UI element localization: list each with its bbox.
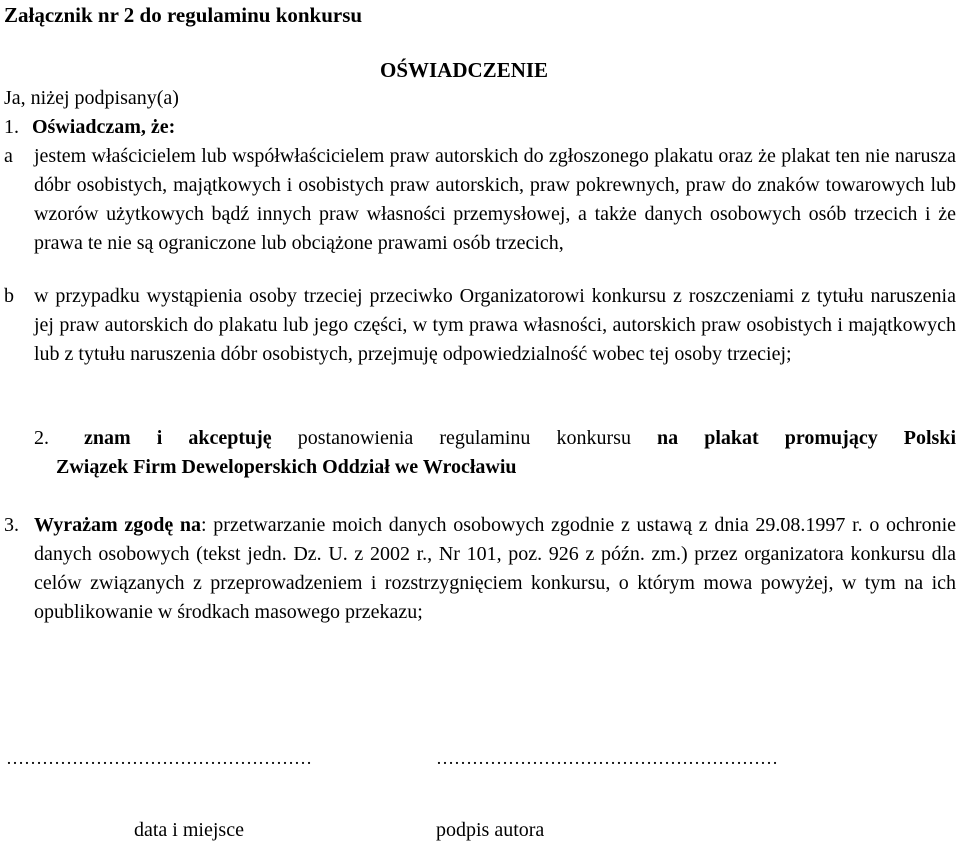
section-1-label: Oświadczam, że: [32,116,176,138]
author-signature-label: podpis autora [436,819,545,841]
date-place-label: data i miejsce [134,819,244,841]
section-2-line-2: Związek Firm Deweloperskich Oddział we Wrocławiu [56,456,517,478]
clause-b-text: w przypadku wystąpienia osoby trzeciej przeciwko Organizatorowi konkursu z roszczeniami z tytułu naruszenia jej praw autorskich do plakatu lub jego części, w tym prawa własności, autorskich praw osobistych i majątkowych lub z tytułu naruszenia dóbr osobistych, przejmuję odpowiedzialność wobec tej osoby trzeciej; [34,285,956,365]
section-2-bold-poster: na plakat promujący Polski [657,427,957,449]
signature-line: ………………………………………………… [436,748,778,768]
section-3-text [34,511,956,627]
section-2-text [56,424,957,482]
section-2-line-1 [84,424,956,453]
clause-b [4,282,956,369]
section-1-header [4,113,175,142]
section-3-number: 3. [4,514,19,536]
clause-a-text: jestem właścicielem lub współwłaścicielem praw autorskich do zgłoszonego plakatu oraz że plakat ten nie narusza dóbr osobistych, majątkowych i osobistych praw autorskich, praw pokrewnych, praw do znaków towarowych lub wzorów użytkowych bądź innych praw własności przemysłowej, a także danych osobowych osób trzecich i że prawa te nie są ograniczone lub obciążone prawami osób trzecich, [34,145,956,254]
intro-line: Ja, niżej podpisany(a) [4,87,179,109]
clause-a [4,142,956,258]
section-2-number: 2. [34,427,49,449]
date-place-line: …………………………………………… [6,748,312,768]
clause-b-letter: b [4,285,14,307]
section-2-plain: postanowienia regulaminu konkursu [271,427,658,449]
section-2-bold-accept: znam i akceptuję [84,427,272,449]
attachment-heading: Załącznik nr 2 do regulaminu konkursu [4,3,363,27]
section-3-bold-consent: Wyrażam zgodę na [34,514,202,536]
section-2 [4,424,956,482]
section-3 [4,511,956,627]
section-3-body: : przetwarzanie moich danych osobowych zgodnie z ustawą z dnia 29.08.1997 r. o ochronie danych osobowych (tekst jedn. Dz. U. z 2002 r., Nr 101, poz. 926 z późn. zm.) przez organizatora konkursu dla celów związanych z przeprowadzeniem i rozstrzygnięciem konkursu, o którym mowa powyżej, w tym na ich opublikowanie w środkach masowego przekazu; [34,514,957,623]
document-title: OŚWIADCZENIE [380,58,549,82]
clause-a-letter: a [4,145,13,167]
section-1-number: 1. [4,116,19,138]
